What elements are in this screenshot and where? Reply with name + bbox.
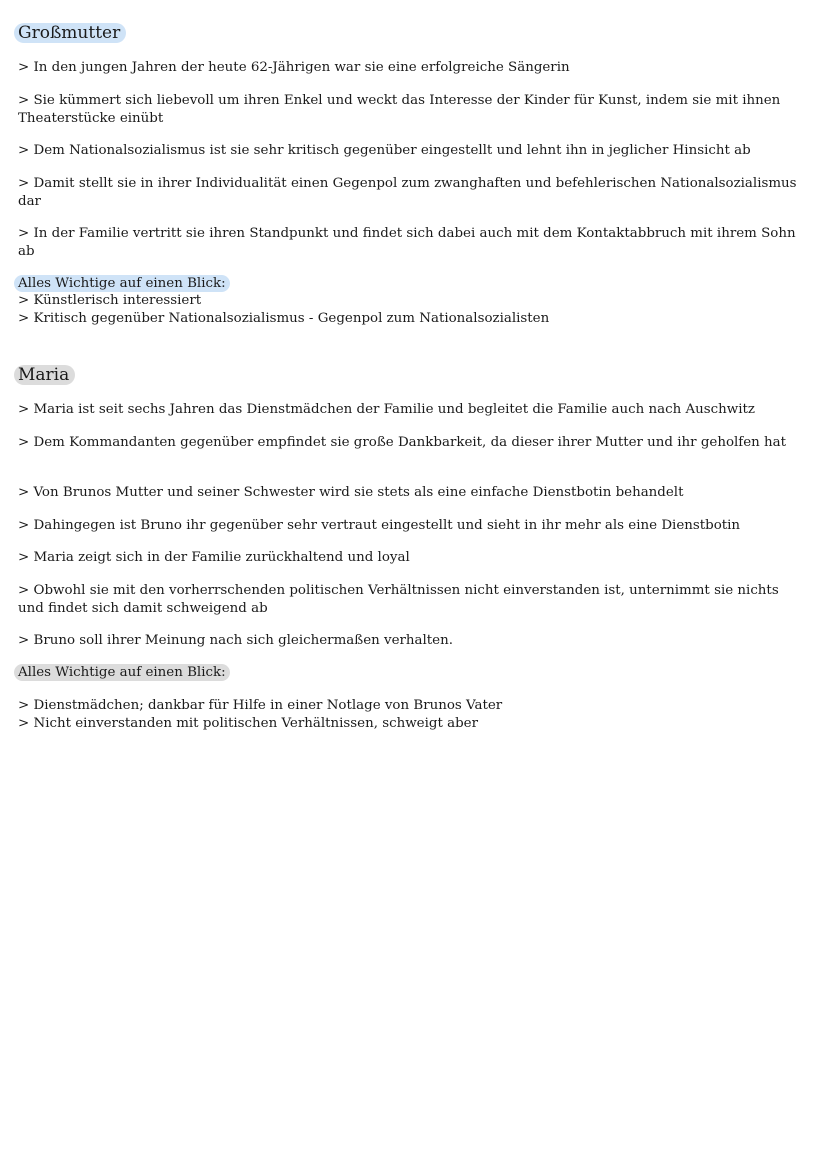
maria-point-7: > Bruno soll ihrer Meinung nach sich gleichermaßen verhalten. bbox=[18, 633, 453, 648]
maria-summary-2: > Nicht einverstanden mit politischen Verhältnissen, schweigt aber bbox=[18, 716, 478, 731]
maria-point-2: > Dem Kommandanten gegenüber empfindet sie große Dankbarkeit, da dieser ihrer Mutter und ihr geholfen hat bbox=[18, 435, 787, 450]
maria-summary-1: > Dienstmädchen; dankbar für Hilfe in einer Notlage von Brunos Vater bbox=[18, 698, 503, 713]
maria-point-6: > Obwohl sie mit den vorherrschenden politischen Verhältnissen nicht einverstanden ist, unternimmt sie nichts und findet sich damit schweigend ab bbox=[18, 583, 779, 616]
grossmutter-point-5: > In der Familie vertritt sie ihren Standpunkt und findet sich dabei auch mit dem Kontaktabbruch mit ihrem Sohn ab bbox=[18, 226, 796, 259]
grossmutter-summary-label: Alles Wichtige auf einen Blick: bbox=[14, 275, 230, 292]
section-title-grossmutter: Großmutter bbox=[14, 23, 126, 43]
maria-point-4: > Dahingegen ist Bruno ihr gegenüber sehr vertraut eingestellt und sieht in ihr mehr als eine Dienstbotin bbox=[18, 518, 741, 533]
maria-point-5: > Maria zeigt sich in der Familie zurückhaltend und loyal bbox=[18, 550, 410, 565]
grossmutter-point-2: > Sie kümmert sich liebevoll um ihren Enkel und weckt das Interesse der Kinder für Kunst, indem sie mit ihnen Theaterstücke einübt bbox=[18, 93, 781, 126]
grossmutter-summary-2: > Kritisch gegenüber Nationalsozialismus - Gegenpol zum Nationalsozialisten bbox=[18, 311, 550, 326]
grossmutter-summary-1: > Künstlerisch interessiert bbox=[18, 293, 202, 308]
grossmutter-point-1: > In den jungen Jahren der heute 62-Jährigen war sie eine erfolgreiche Sängerin bbox=[18, 60, 570, 75]
section-title-maria: Maria bbox=[14, 365, 75, 385]
grossmutter-point-4: > Damit stellt sie in ihrer Individualität einen Gegenpol zum zwanghaften und befehlerischen Nationalsozialismus dar bbox=[18, 176, 797, 209]
maria-point-3: > Von Brunos Mutter und seiner Schwester wird sie stets als eine einfache Dienstbotin behandelt bbox=[18, 485, 684, 500]
maria-point-1: > Maria ist seit sechs Jahren das Dienstmädchen der Familie und begleitet die Familie auch nach Auschwitz bbox=[18, 402, 755, 417]
grossmutter-point-3: > Dem Nationalsozialismus ist sie sehr kritisch gegenüber eingestellt und lehnt ihn in jeglicher Hinsicht ab bbox=[18, 143, 751, 158]
maria-summary-label: Alles Wichtige auf einen Blick: bbox=[14, 664, 230, 681]
